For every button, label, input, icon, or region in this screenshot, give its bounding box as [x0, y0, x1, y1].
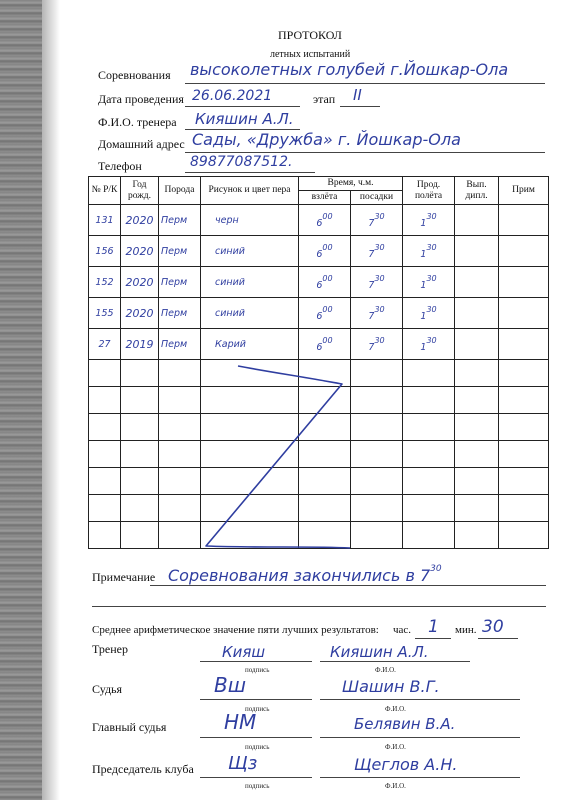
cell-num: 131: [89, 205, 121, 236]
trainer-value: Кияшин А.Л.: [195, 110, 294, 128]
page-subtitle: летных испытаний: [270, 49, 351, 60]
trainer-label: Ф.И.О. тренера: [98, 115, 177, 129]
cell-done: [455, 236, 499, 267]
cell-landing: $7^{30}$: [351, 205, 403, 236]
table-row: [89, 329, 549, 360]
cell-done: [455, 267, 499, 298]
role-label: Председатель клуба: [92, 762, 194, 776]
cell-color: Карий: [201, 329, 299, 360]
cell-breed: Перм: [159, 329, 201, 360]
competition-value: высоколетных голубей г.Йошкар-Ола: [190, 60, 509, 79]
signature-mark: НМ: [224, 710, 257, 734]
flight-table: [88, 176, 549, 549]
name-line: [320, 661, 470, 662]
signature-line: [200, 699, 312, 700]
name-caption: Ф.И.О.: [385, 782, 406, 790]
signer-name: Щеглов А.Н.: [354, 755, 458, 774]
cell-breed: Перм: [159, 298, 201, 329]
cell-duration: $1^{30}$: [403, 329, 455, 360]
empty-row: [89, 495, 549, 522]
name-line: [320, 699, 520, 700]
date-value: 26.06.2021: [192, 88, 273, 104]
col-header-time: Время, ч.м.: [299, 177, 403, 191]
average-minutes-value: 30: [482, 617, 504, 637]
cell-color: синий: [201, 236, 299, 267]
competition-underline: [185, 83, 545, 84]
role-label: Судья: [92, 682, 123, 696]
signature-line: [200, 737, 312, 738]
date-underline: [185, 106, 300, 107]
name-line: [320, 737, 520, 738]
col-header-year: Год рожд.: [121, 177, 159, 205]
cell-num: 156: [89, 236, 121, 267]
average-hours-label: час.: [393, 624, 412, 636]
competition-label: Соревнования: [98, 68, 171, 82]
cell-takeoff: $6^{00}$: [299, 329, 351, 360]
cell-num: 152: [89, 267, 121, 298]
signature-caption: подпись: [245, 782, 270, 790]
table-row: [89, 236, 549, 267]
address-value: Сады, «Дружба» г. Йошкар-Ола: [192, 130, 461, 149]
cell-landing: $7^{30}$: [351, 267, 403, 298]
cell-year: 2020: [121, 205, 159, 236]
name-caption: Ф.И.О.: [375, 666, 396, 674]
address-label: Домашний адрес: [98, 137, 185, 151]
empty-row: [89, 468, 549, 495]
cell-duration: $1^{30}$: [403, 205, 455, 236]
col-header-pattern: Рисунок и цвет пера: [201, 177, 299, 205]
phone-label: Телефон: [98, 159, 142, 173]
cell-duration: $1^{30}$: [403, 267, 455, 298]
cell-takeoff: $6^{00}$: [299, 205, 351, 236]
cell-year: 2020: [121, 267, 159, 298]
cell-year: 2019: [121, 329, 159, 360]
cell-note: [499, 205, 549, 236]
empty-row: [89, 360, 549, 387]
empty-row: [89, 414, 549, 441]
col-header-done: Вып. дипл.: [455, 177, 499, 205]
cell-note: [499, 267, 549, 298]
name-caption: Ф.И.О.: [385, 743, 406, 751]
phone-underline: [185, 172, 315, 173]
signer-name: Кияшин А.Л.: [330, 643, 429, 661]
average-hours-value: 1: [428, 617, 439, 637]
page-title: ПРОТОКОЛ: [278, 28, 342, 42]
cell-num: 27: [89, 329, 121, 360]
cell-color: синий: [201, 267, 299, 298]
cell-takeoff: $6^{00}$: [299, 267, 351, 298]
cell-note: [499, 298, 549, 329]
cell-landing: $7^{30}$: [351, 236, 403, 267]
empty-row: [89, 387, 549, 414]
col-header-duration: Прод. полёта: [403, 177, 455, 205]
table-row: [89, 205, 549, 236]
signer-name: Шашин В.Г.: [342, 677, 440, 696]
table-row: [89, 267, 549, 298]
cell-landing: $7^{30}$: [351, 329, 403, 360]
cell-takeoff: $6^{00}$: [299, 298, 351, 329]
empty-row: [89, 522, 549, 549]
signature-mark: Щз: [228, 753, 258, 774]
note-underline-2: [92, 606, 546, 607]
signature-caption: подпись: [245, 743, 270, 751]
cell-done: [455, 205, 499, 236]
role-label: Тренер: [92, 642, 128, 656]
stage-label: этап: [313, 92, 336, 106]
cell-duration: $1^{30}$: [403, 298, 455, 329]
average-hours-underline: [415, 638, 451, 639]
cell-note: [499, 236, 549, 267]
cell-color: черн: [201, 205, 299, 236]
signature-caption: подпись: [245, 705, 270, 713]
col-header-note: Прим: [499, 177, 549, 205]
date-label: Дата проведения: [98, 92, 184, 106]
signature-mark: Вш: [214, 673, 247, 697]
cell-takeoff: $6^{00}$: [299, 236, 351, 267]
role-label: Главный судья: [92, 720, 167, 734]
average-minutes-underline: [478, 638, 518, 639]
cell-breed: Перм: [159, 205, 201, 236]
note-value: Соревнования закончились в $7^{30}$: [168, 564, 442, 585]
note-underline: [150, 585, 546, 586]
scan-shadow: [0, 0, 42, 800]
name-line: [320, 777, 520, 778]
cell-color: синий: [201, 298, 299, 329]
col-header-breed: Порода: [159, 177, 201, 205]
phone-value: 89877087512.: [190, 154, 293, 170]
cell-breed: Перм: [159, 267, 201, 298]
col-header-takeoff: взлёта: [299, 191, 351, 205]
note-label: Примечание: [92, 570, 156, 584]
signature-line: [200, 777, 312, 778]
cell-done: [455, 329, 499, 360]
average-label: Среднее арифметическое значение пяти лучших результатов:: [92, 624, 379, 636]
cell-landing: $7^{30}$: [351, 298, 403, 329]
stage-value: II: [353, 86, 362, 104]
cell-note: [499, 329, 549, 360]
col-header-num: № Р/К: [89, 177, 121, 205]
signature-caption: подпись: [245, 666, 270, 674]
cell-breed: Перм: [159, 236, 201, 267]
cell-done: [455, 298, 499, 329]
col-header-landing: посадки: [351, 191, 403, 205]
cell-num: 155: [89, 298, 121, 329]
stage-underline: [340, 106, 380, 107]
address-underline: [185, 152, 545, 153]
cell-year: 2020: [121, 298, 159, 329]
cell-year: 2020: [121, 236, 159, 267]
average-minutes-label: мин.: [455, 624, 477, 636]
cell-duration: $1^{30}$: [403, 236, 455, 267]
signature-line: [200, 661, 312, 662]
signature-mark: Кияш: [222, 643, 266, 661]
signer-name: Белявин В.А.: [354, 715, 456, 733]
scan-shadow-fade: [42, 0, 60, 800]
table-row: [89, 298, 549, 329]
name-caption: Ф.И.О.: [385, 705, 406, 713]
empty-row: [89, 441, 549, 468]
